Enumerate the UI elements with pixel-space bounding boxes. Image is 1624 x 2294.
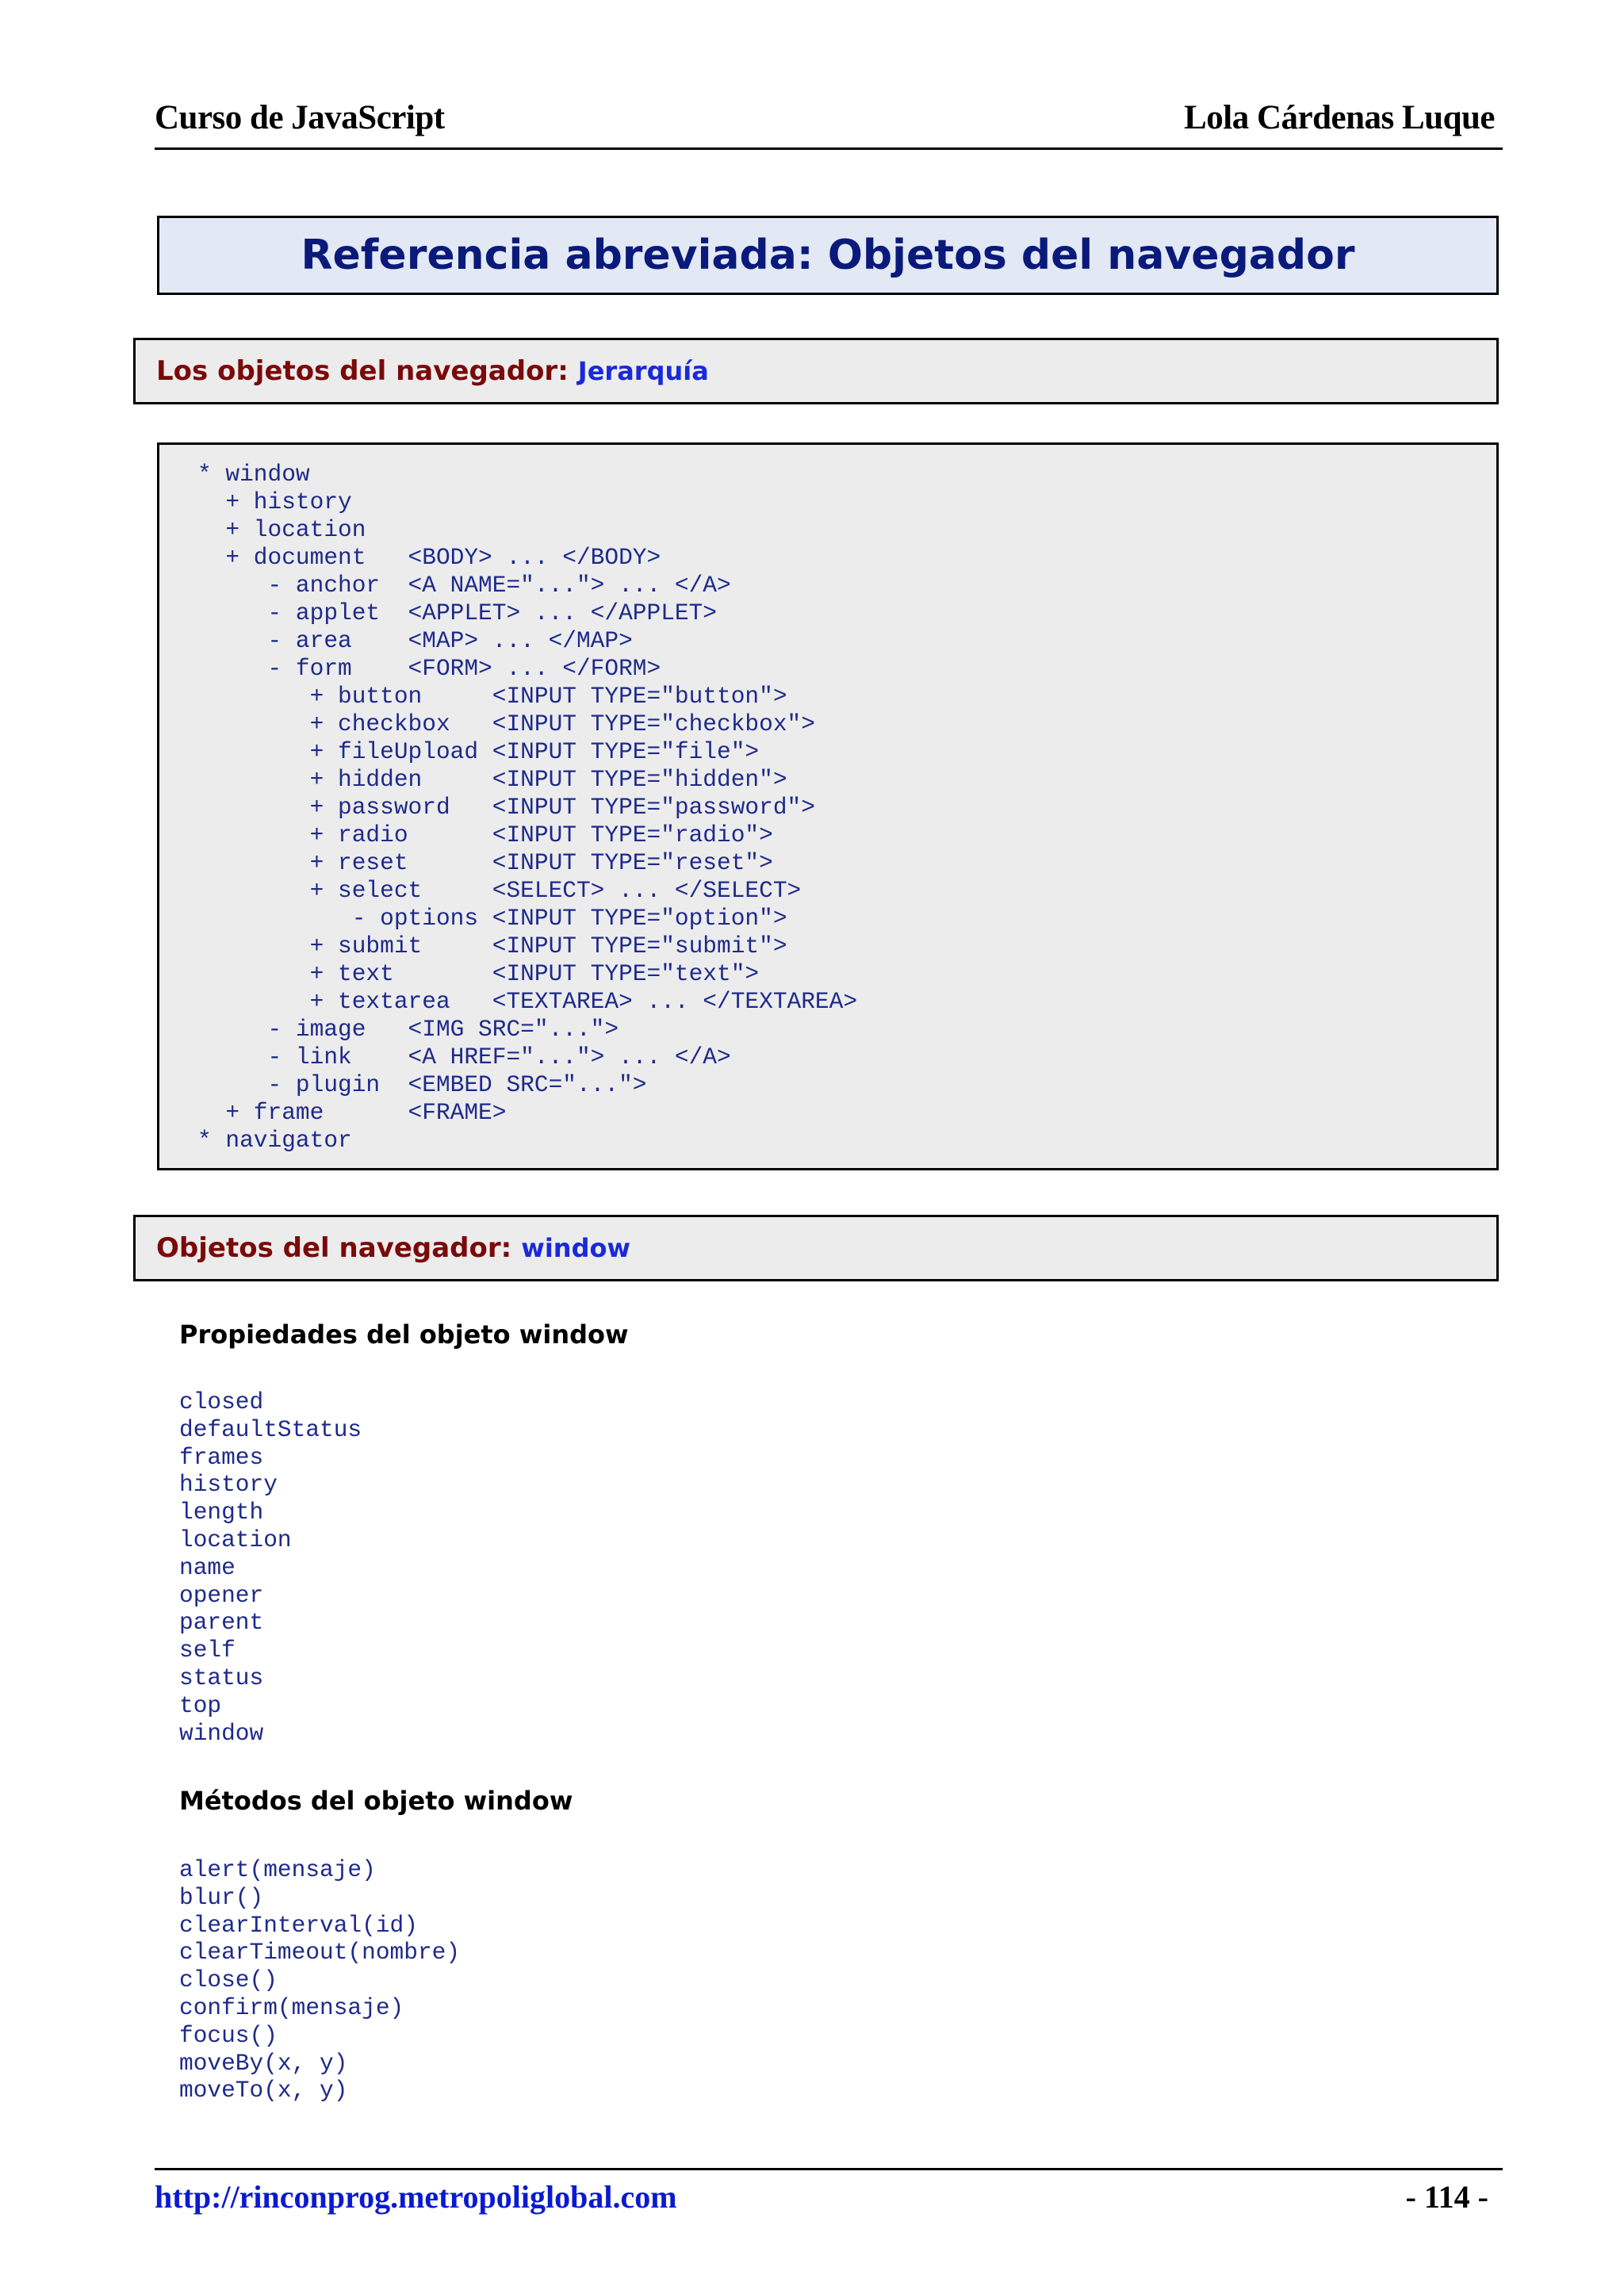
method-item: focus() xyxy=(179,2021,278,2049)
code-line: + button <INPUT TYPE="button"> xyxy=(197,683,787,710)
property-item: opener xyxy=(179,1581,264,1609)
page-number: - 114 - xyxy=(1405,2179,1488,2215)
code-line: + frame <FRAME> xyxy=(197,1099,507,1126)
property-item: self xyxy=(179,1637,236,1664)
section-header-window xyxy=(133,1215,1499,1281)
code-line: + checkbox <INPUT TYPE="checkbox"> xyxy=(197,710,815,737)
property-item: parent xyxy=(179,1609,264,1637)
method-item: clearInterval(id) xyxy=(179,1911,418,1939)
properties-list xyxy=(179,1388,362,1747)
code-line: + reset <INPUT TYPE="reset"> xyxy=(197,849,773,876)
section-label: Objetos del navegador: xyxy=(156,1232,512,1264)
code-line: + hidden <INPUT TYPE="hidden"> xyxy=(197,766,787,793)
property-item: top xyxy=(179,1691,222,1719)
property-item: window xyxy=(179,1719,264,1747)
code-line: + radio <INPUT TYPE="radio"> xyxy=(197,821,773,848)
page-title-box xyxy=(157,216,1499,295)
code-line: - plugin <EMBED SRC="..."> xyxy=(197,1071,647,1098)
code-line: - applet <APPLET> ... </APPLET> xyxy=(197,599,718,626)
property-item: history xyxy=(179,1471,278,1499)
header-author: Lola Cárdenas Luque xyxy=(1184,99,1495,136)
method-item: confirm(mensaje) xyxy=(179,1993,404,2021)
code-line: - image <IMG SRC="..."> xyxy=(197,1016,619,1043)
footer-url-link[interactable]: http://rinconprog.metropoliglobal.com xyxy=(155,2179,677,2215)
code-line: + text <INPUT TYPE="text"> xyxy=(197,960,760,987)
code-line: + history xyxy=(197,488,352,515)
section-label: Los objetos del navegador: xyxy=(156,355,569,387)
method-item: close() xyxy=(179,1967,278,1994)
property-item: status xyxy=(179,1664,264,1691)
code-line: + password <INPUT TYPE="password"> xyxy=(197,794,815,821)
property-item: location xyxy=(179,1526,292,1553)
property-item: length xyxy=(179,1499,264,1526)
method-item: blur() xyxy=(179,1883,264,1911)
code-line: * window xyxy=(197,461,310,488)
section-value: window xyxy=(521,1233,631,1263)
code-line: * navigator xyxy=(197,1127,352,1154)
properties-heading: Propiedades del objeto window xyxy=(179,1319,629,1350)
method-item: clearTimeout(nombre) xyxy=(179,1939,461,1967)
code-line: + document <BODY> ... </BODY> xyxy=(197,544,661,571)
code-line: - link <A HREF="..."> ... </A> xyxy=(197,1044,731,1070)
method-item: alert(mensaje) xyxy=(179,1856,376,1883)
code-line: + fileUpload <INPUT TYPE="file"> xyxy=(197,738,760,765)
code-line: + submit <INPUT TYPE="submit"> xyxy=(197,933,787,959)
method-item: moveTo(x, y) xyxy=(179,2077,348,2104)
code-line: - area <MAP> ... </MAP> xyxy=(197,627,633,654)
property-item: frames xyxy=(179,1443,264,1471)
section-header-hierarchy xyxy=(133,338,1499,404)
page-footer xyxy=(155,2168,1503,2226)
methods-list xyxy=(179,1856,460,2104)
section-value: Jerarquía xyxy=(577,356,709,386)
property-item: name xyxy=(179,1553,236,1581)
code-line: + select <SELECT> ... </SELECT> xyxy=(197,877,802,904)
code-line: + location xyxy=(197,516,366,543)
method-item: moveBy(x, y) xyxy=(179,2049,348,2077)
hierarchy-code-block xyxy=(157,442,1499,1170)
code-line: - options <INPUT TYPE="option"> xyxy=(197,905,787,932)
code-line: + textarea <TEXTAREA> ... </TEXTAREA> xyxy=(197,988,858,1015)
methods-heading: Métodos del objeto window xyxy=(179,1786,573,1816)
page-title: Referencia abreviada: Objetos del navegador xyxy=(301,232,1355,279)
page-header xyxy=(155,94,1503,150)
code-line: - anchor <A NAME="..."> ... </A> xyxy=(197,572,731,599)
property-item: defaultStatus xyxy=(179,1415,362,1443)
property-item: closed xyxy=(179,1388,264,1415)
header-course-title: Curso de JavaScript xyxy=(155,99,445,136)
code-line: - form <FORM> ... </FORM> xyxy=(197,655,661,682)
